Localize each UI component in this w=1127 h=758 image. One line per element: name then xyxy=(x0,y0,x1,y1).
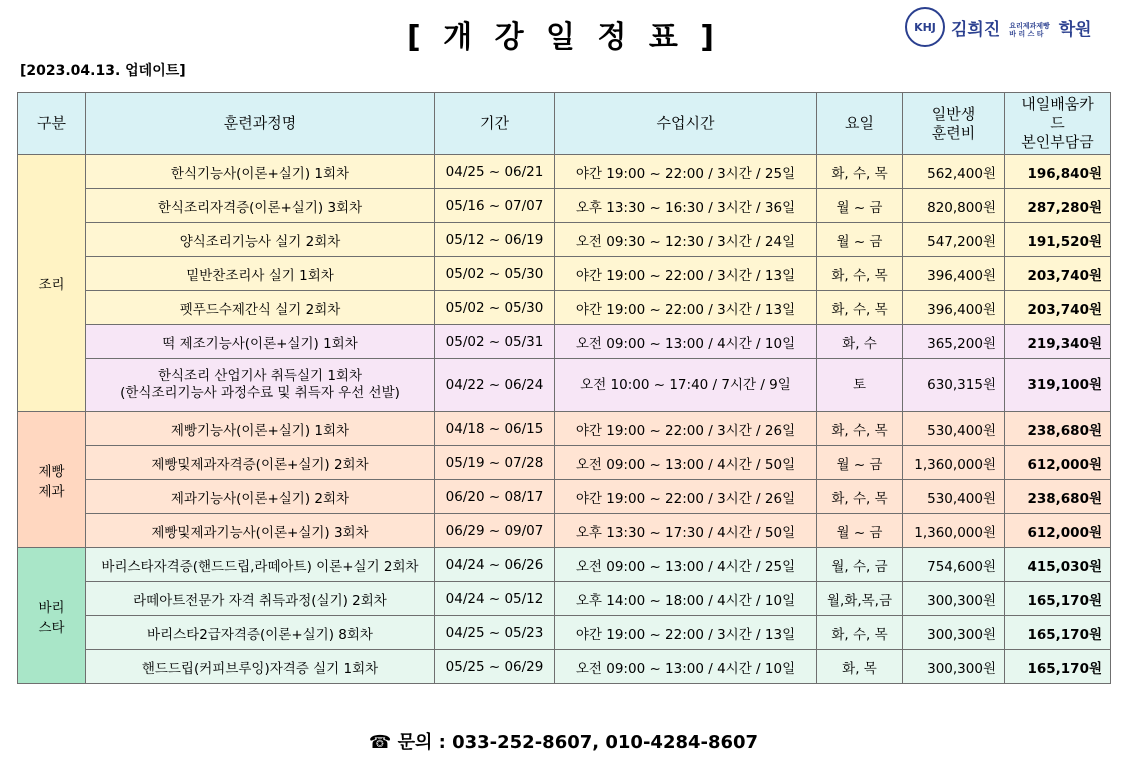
table-row xyxy=(18,325,1111,359)
period-cell: 06/20 ~ 08/17 xyxy=(435,480,555,514)
general-fee-cell: 300,300원 xyxy=(903,582,1005,616)
category-cell: 조리 xyxy=(18,155,86,412)
period-cell: 04/18 ~ 06/15 xyxy=(435,412,555,446)
academy-logo xyxy=(905,4,1105,50)
class-time-cell: 오전 09:00 ~ 13:00 / 4시간 / 10일 xyxy=(555,650,817,684)
table-row xyxy=(18,223,1111,257)
days-cell: 화, 수, 목 xyxy=(817,257,903,291)
table-row xyxy=(18,514,1111,548)
days-cell: 화, 수, 목 xyxy=(817,155,903,189)
card-fee-cell: 203,740원 xyxy=(1005,257,1111,291)
col-course-name: 훈련과정명 xyxy=(86,93,435,155)
card-fee-cell: 203,740원 xyxy=(1005,291,1111,325)
general-fee-cell: 820,800원 xyxy=(903,189,1005,223)
class-time-cell: 야간 19:00 ~ 22:00 / 3시간 / 26일 xyxy=(555,480,817,514)
days-cell: 화, 수, 목 xyxy=(817,412,903,446)
class-time-cell: 오후 14:00 ~ 18:00 / 4시간 / 10일 xyxy=(555,582,817,616)
table-row xyxy=(18,412,1111,446)
table-row xyxy=(18,548,1111,582)
period-cell: 04/24 ~ 05/12 xyxy=(435,582,555,616)
table-row xyxy=(18,446,1111,480)
course-name-cell xyxy=(86,359,435,412)
course-name-cell: 양식조리기능사 실기 2회차 xyxy=(86,223,435,257)
table-row xyxy=(18,582,1111,616)
card-fee-cell: 238,680원 xyxy=(1005,412,1111,446)
days-cell: 월 ~ 금 xyxy=(817,189,903,223)
card-fee-cell: 319,100원 xyxy=(1005,359,1111,412)
card-fee-cell: 415,030원 xyxy=(1005,548,1111,582)
class-time-cell: 야간 19:00 ~ 22:00 / 3시간 / 13일 xyxy=(555,291,817,325)
logo-small-text xyxy=(1009,22,1050,38)
col-general-fee: 일반생 훈련비 xyxy=(903,93,1005,155)
table-row xyxy=(18,257,1111,291)
course-name-cell: 펫푸드수제간식 실기 2회차 xyxy=(86,291,435,325)
general-fee-cell: 1,360,000원 xyxy=(903,514,1005,548)
card-fee-cell: 165,170원 xyxy=(1005,616,1111,650)
class-time-cell: 야간 19:00 ~ 22:00 / 3시간 / 13일 xyxy=(555,257,817,291)
class-time-cell: 오전 09:00 ~ 13:00 / 4시간 / 50일 xyxy=(555,446,817,480)
card-fee-cell: 196,840원 xyxy=(1005,155,1111,189)
period-cell: 05/25 ~ 06/29 xyxy=(435,650,555,684)
class-time-cell: 오전 09:30 ~ 12:30 / 3시간 / 24일 xyxy=(555,223,817,257)
logo-name: 김희진 xyxy=(951,19,1001,40)
period-cell: 05/02 ~ 05/30 xyxy=(435,257,555,291)
card-fee-cell: 238,680원 xyxy=(1005,480,1111,514)
logo-small-line2: 바 리 스 타 xyxy=(1009,29,1044,38)
general-fee-cell: 562,400원 xyxy=(903,155,1005,189)
contact-info: ☎ 문의 : 033-252-8607, 010-4284-8607 xyxy=(368,732,759,753)
course-name-cell: 제빵및제과기능사(이론+실기) 3회차 xyxy=(86,514,435,548)
card-fee-cell: 165,170원 xyxy=(1005,650,1111,684)
general-fee-cell: 396,400원 xyxy=(903,257,1005,291)
course-name-cell: 제빵및제과자격증(이론+실기) 2회차 xyxy=(86,446,435,480)
class-time-cell: 오후 13:30 ~ 17:30 / 4시간 / 50일 xyxy=(555,514,817,548)
card-fee-cell: 612,000원 xyxy=(1005,514,1111,548)
card-fee-cell: 612,000원 xyxy=(1005,446,1111,480)
days-cell: 화, 수 xyxy=(817,325,903,359)
period-cell: 04/25 ~ 05/23 xyxy=(435,616,555,650)
days-cell: 월, 수, 금 xyxy=(817,548,903,582)
course-name-cell: 핸드드립(커피브루잉)자격증 실기 1회차 xyxy=(86,650,435,684)
period-cell: 05/12 ~ 06/19 xyxy=(435,223,555,257)
days-cell: 화, 수, 목 xyxy=(817,616,903,650)
class-time-cell: 야간 19:00 ~ 22:00 / 3시간 / 13일 xyxy=(555,616,817,650)
table-row xyxy=(18,155,1111,189)
general-fee-cell: 1,360,000원 xyxy=(903,446,1005,480)
period-cell: 05/19 ~ 07/28 xyxy=(435,446,555,480)
course-name-cell: 한식조리자격증(이론+실기) 3회차 xyxy=(86,189,435,223)
general-fee-cell: 530,400원 xyxy=(903,480,1005,514)
days-cell: 월 ~ 금 xyxy=(817,446,903,480)
period-cell: 05/02 ~ 05/30 xyxy=(435,291,555,325)
col-card-fee: 내일배움카 드 본인부담금 xyxy=(1005,93,1111,155)
days-cell: 화, 목 xyxy=(817,650,903,684)
update-date: [2023.04.13. 업데이트] xyxy=(20,63,186,79)
logo-small-line1: 요리제과제빵 xyxy=(1009,21,1050,30)
category-cell: 제빵 제과 xyxy=(18,412,86,548)
course-name-cell: 밑반찬조리사 실기 1회차 xyxy=(86,257,435,291)
table-row xyxy=(18,650,1111,684)
col-days: 요일 xyxy=(817,93,903,155)
period-cell: 05/16 ~ 07/07 xyxy=(435,189,555,223)
table-row xyxy=(18,189,1111,223)
class-time-cell: 오전 09:00 ~ 13:00 / 4시간 / 10일 xyxy=(555,325,817,359)
col-class-time: 수업시간 xyxy=(555,93,817,155)
general-fee-cell: 300,300원 xyxy=(903,616,1005,650)
general-fee-cell: 630,315원 xyxy=(903,359,1005,412)
card-fee-cell: 219,340원 xyxy=(1005,325,1111,359)
table-row xyxy=(18,359,1111,412)
class-time-cell: 오후 13:30 ~ 16:30 / 3시간 / 36일 xyxy=(555,189,817,223)
logo-text xyxy=(951,15,1092,40)
logo-suffix: 학원 xyxy=(1058,19,1092,40)
table-row xyxy=(18,616,1111,650)
course-name-cell: 제빵기능사(이론+실기) 1회차 xyxy=(86,412,435,446)
col-period: 기간 xyxy=(435,93,555,155)
general-fee-cell: 300,300원 xyxy=(903,650,1005,684)
category-cell: 바리 스타 xyxy=(18,548,86,684)
course-name-line1: 한식조리 산업기사 취득실기 1회차 xyxy=(157,368,363,384)
class-time-cell: 오전 09:00 ~ 13:00 / 4시간 / 25일 xyxy=(555,548,817,582)
days-cell: 토 xyxy=(817,359,903,412)
days-cell: 월 ~ 금 xyxy=(817,223,903,257)
card-fee-cell: 191,520원 xyxy=(1005,223,1111,257)
class-time-cell: 오전 10:00 ~ 17:40 / 7시간 / 9일 xyxy=(555,359,817,412)
days-cell: 월 ~ 금 xyxy=(817,514,903,548)
course-name-cell: 한식기능사(이론+실기) 1회차 xyxy=(86,155,435,189)
period-cell: 05/02 ~ 05/31 xyxy=(435,325,555,359)
course-name-cell: 바리스타자격증(핸드드립,라떼아트) 이론+실기 2회차 xyxy=(86,548,435,582)
card-fee-cell: 165,170원 xyxy=(1005,582,1111,616)
course-name-cell: 라떼아트전문가 자격 취득과정(실기) 2회차 xyxy=(86,582,435,616)
general-fee-cell: 365,200원 xyxy=(903,325,1005,359)
general-fee-cell: 754,600원 xyxy=(903,548,1005,582)
table-row xyxy=(18,291,1111,325)
course-name-line2: (한식조리기능사 과정수료 및 취득자 우선 선발) xyxy=(120,385,400,401)
general-fee-cell: 547,200원 xyxy=(903,223,1005,257)
period-cell: 04/25 ~ 06/21 xyxy=(435,155,555,189)
general-fee-cell: 396,400원 xyxy=(903,291,1005,325)
schedule-table xyxy=(17,92,1111,684)
logo-seal: KHJ xyxy=(905,7,945,47)
table-header-row xyxy=(18,93,1111,155)
general-fee-cell: 530,400원 xyxy=(903,412,1005,446)
col-category: 구분 xyxy=(18,93,86,155)
period-cell: 06/29 ~ 09/07 xyxy=(435,514,555,548)
period-cell: 04/24 ~ 06/26 xyxy=(435,548,555,582)
class-time-cell: 야간 19:00 ~ 22:00 / 3시간 / 25일 xyxy=(555,155,817,189)
card-fee-cell: 287,280원 xyxy=(1005,189,1111,223)
days-cell: 화, 수, 목 xyxy=(817,480,903,514)
course-name-cell: 바리스타2급자격증(이론+실기) 8회차 xyxy=(86,616,435,650)
period-cell: 04/22 ~ 06/24 xyxy=(435,359,555,412)
table-row xyxy=(18,480,1111,514)
class-time-cell: 야간 19:00 ~ 22:00 / 3시간 / 26일 xyxy=(555,412,817,446)
course-name-cell: 제과기능사(이론+실기) 2회차 xyxy=(86,480,435,514)
days-cell: 화, 수, 목 xyxy=(817,291,903,325)
page-title: [ 개 강 일 정 표 ] xyxy=(407,20,720,55)
days-cell: 월,화,목,금 xyxy=(817,582,903,616)
course-name-cell: 떡 제조기능사(이론+실기) 1회차 xyxy=(86,325,435,359)
